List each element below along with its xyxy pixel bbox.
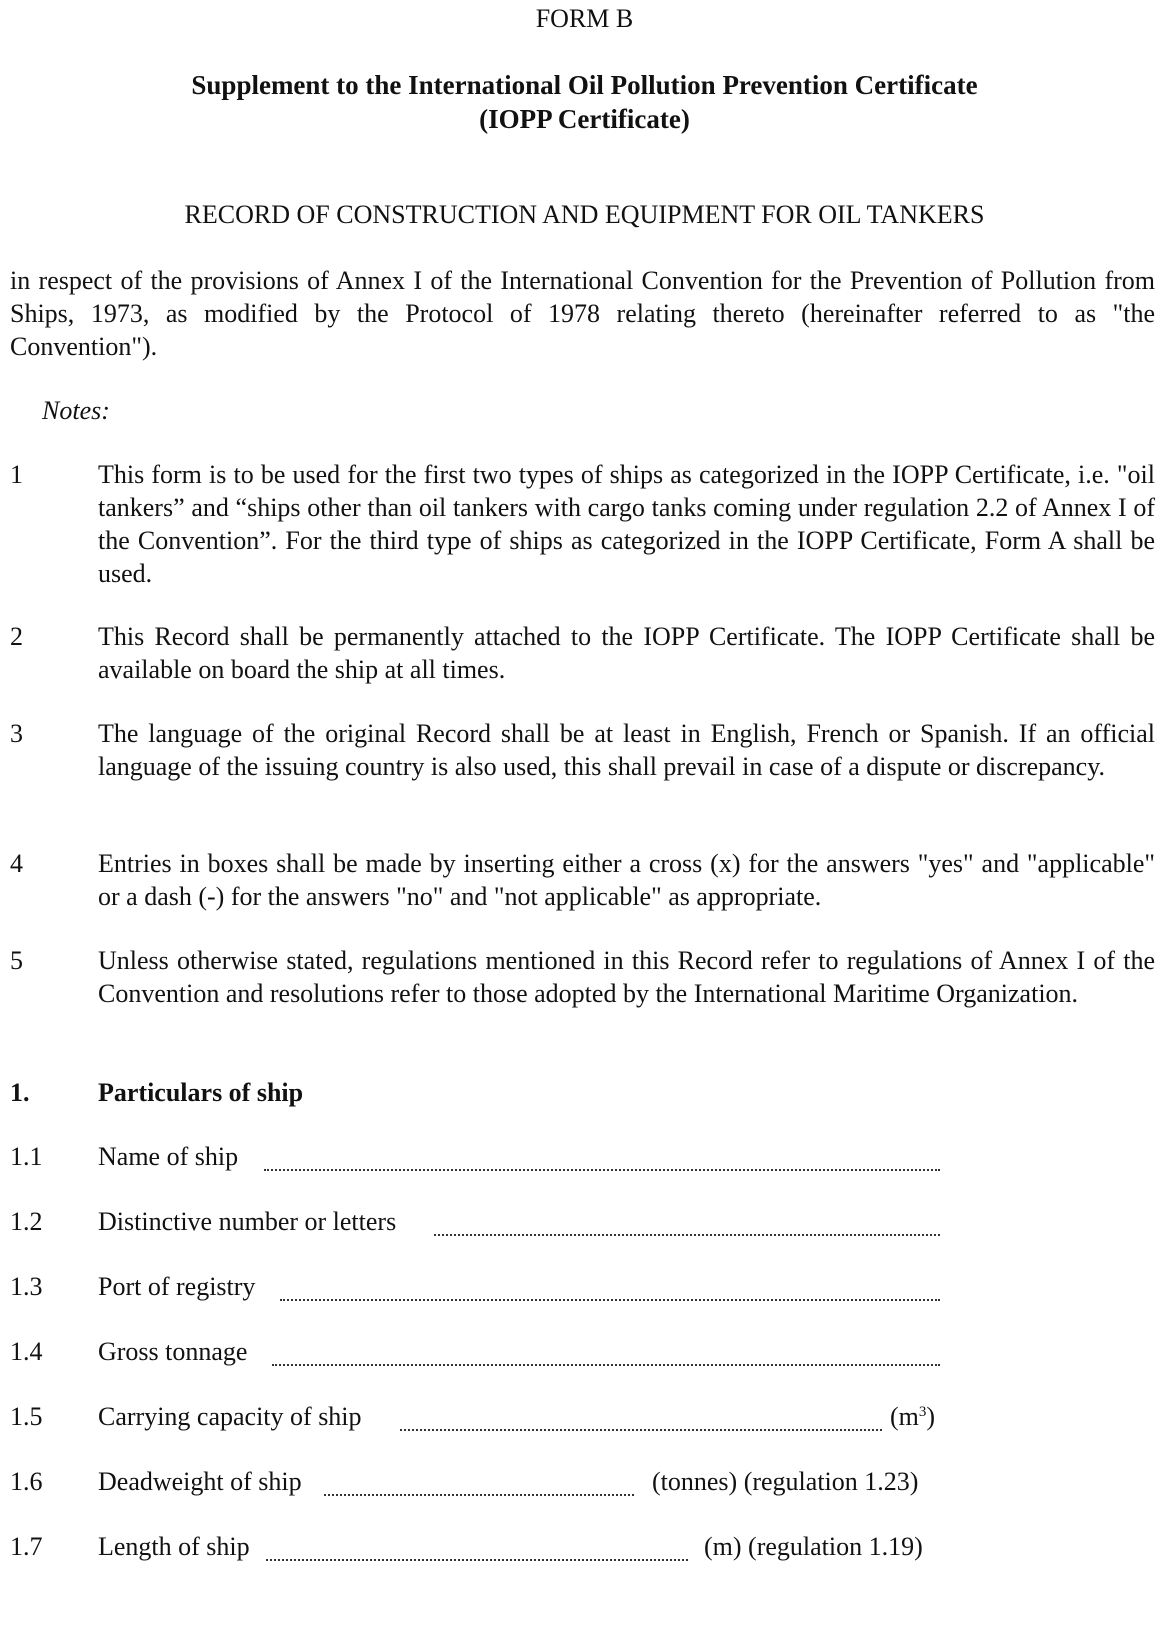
field-distinctive-number: [0, 1205, 1169, 1245]
field-number: 1.2: [10, 1207, 43, 1236]
notes-heading: Notes:: [42, 396, 110, 425]
unit-superscript: 3: [918, 1404, 927, 1420]
field-number: 1.5: [10, 1402, 43, 1431]
field-label: Length of ship: [98, 1532, 250, 1561]
intro-paragraph: in respect of the provisions of Annex I of the International Convention for the Prevention of Pollution from Ships, 1973, as modified by the Protocol of 1978 relating thereto (hereinafter referred to as "the Convention").: [10, 266, 1155, 361]
field-label: Gross tonnage: [98, 1337, 248, 1366]
field-unit: [890, 1400, 935, 1434]
field-port-of-registry: [0, 1270, 1169, 1310]
field-number: 1.6: [10, 1467, 43, 1496]
field-label: Distinctive number or letters: [98, 1207, 397, 1236]
deadweight-input-line[interactable]: [324, 1494, 634, 1496]
note-number: 1: [10, 460, 23, 489]
note-number: 2: [10, 622, 23, 651]
note-text: This Record shall be permanently attached to the IOPP Certificate. The IOPP Certificate shall be available on board the ship at all times.: [98, 622, 1155, 684]
field-length: [0, 1530, 1169, 1570]
field-label: Name of ship: [98, 1142, 239, 1171]
unit-text: (m: [890, 1402, 919, 1431]
port-of-registry-input-line[interactable]: [280, 1299, 940, 1301]
length-input-line[interactable]: [266, 1559, 688, 1561]
field-unit: (m) (regulation 1.19): [704, 1532, 923, 1561]
title-line-1: Supplement to the International Oil Pollution Prevention Certificate: [191, 70, 978, 100]
field-number: 1.4: [10, 1337, 43, 1366]
distinctive-number-input-line[interactable]: [434, 1234, 940, 1236]
record-subtitle: RECORD OF CONSTRUCTION AND EQUIPMENT FOR OIL TANKERS: [184, 200, 985, 229]
note-text: This form is to be used for the first two types of ships as categorized in the IOPP Certificate, i.e. "oil tankers” and “ships other than oil tankers with cargo tanks coming under regulation 2.2 of Annex I of the Convention”. For the third type of ships as categorized in the IOPP Certificate, Form A shall be used.: [98, 460, 1155, 588]
unit-close: ): [926, 1402, 936, 1431]
field-gross-tonnage: [0, 1335, 1169, 1375]
field-label: Port of registry: [98, 1272, 256, 1301]
field-name-of-ship: [0, 1140, 1169, 1180]
note-number: 4: [10, 849, 23, 878]
section-number: 1.: [10, 1078, 30, 1107]
section-title: Particulars of ship: [98, 1078, 304, 1107]
form-code: FORM B: [535, 4, 634, 33]
page-title: [0, 68, 1169, 136]
gross-tonnage-input-line[interactable]: [272, 1364, 940, 1366]
field-unit: (tonnes) (regulation 1.23): [652, 1467, 919, 1496]
field-label: Carrying capacity of ship: [98, 1402, 362, 1431]
note-number: 5: [10, 946, 23, 975]
carrying-capacity-input-line[interactable]: [400, 1429, 882, 1431]
note-text: Unless otherwise stated, regulations mentioned in this Record refer to regulations of Annex I of the Convention and resolutions refer to those adopted by the International Maritime Organization.: [98, 946, 1155, 1008]
field-number: 1.1: [10, 1142, 43, 1171]
name-of-ship-input-line[interactable]: [264, 1169, 940, 1171]
field-carrying-capacity: [0, 1400, 1169, 1440]
note-text: Entries in boxes shall be made by inserting either a cross (x) for the answers "yes" and "applicable" or a dash (-) for the answers "no" and "not applicable" as appropriate.: [98, 849, 1155, 911]
title-line-2: (IOPP Certificate): [479, 104, 690, 134]
field-label: Deadweight of ship: [98, 1467, 302, 1496]
field-number: 1.3: [10, 1272, 43, 1301]
note-number: 3: [10, 719, 23, 748]
field-number: 1.7: [10, 1532, 43, 1561]
note-text: The language of the original Record shall be at least in English, French or Spanish. If an official language of the issuing country is also used, this shall prevail in case of a dispute or discrepancy.: [98, 719, 1155, 781]
field-deadweight: [0, 1465, 1169, 1505]
